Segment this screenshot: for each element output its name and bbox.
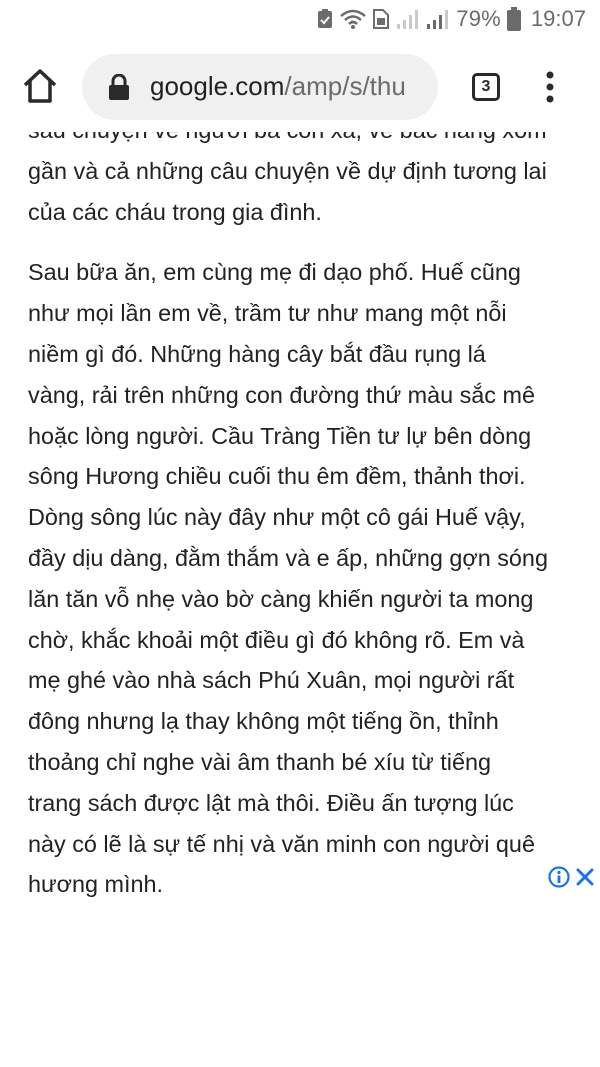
- notification-icon: [316, 8, 334, 30]
- ad-controls: [548, 866, 594, 893]
- text-line: chờ, khắc khoải một điều gì đó không rõ. Em và: [28, 626, 525, 653]
- tab-switcher-button[interactable]: [472, 73, 500, 101]
- battery-icon: [507, 7, 521, 31]
- text-line: gần và cả những câu chuyện về dự định tương lai: [28, 157, 547, 184]
- tab-count: 3: [481, 78, 491, 95]
- sim-icon: [372, 8, 390, 30]
- text-line: niềm gì đó. Những hàng cây bắt đầu rụng lá: [28, 340, 486, 367]
- signal-icon: [396, 8, 420, 30]
- text-line: này có lẽ là sự tế nhị và văn minh con người quê: [28, 830, 535, 857]
- text-line: Dòng sông lúc này đây như một cô gái Huế vậy,: [28, 504, 526, 531]
- text-line: vàng, rải trên những con đường thứ màu sắc mê: [28, 381, 535, 408]
- wifi-icon: [340, 8, 366, 30]
- more-vert-icon: [540, 93, 560, 110]
- info-icon[interactable]: [548, 866, 570, 893]
- url-path: /amp/s/thu: [284, 71, 406, 101]
- text-line: của các cháu trong gia đình.: [28, 198, 322, 225]
- text-line: trang sách được lật mà thôi. Điều ấn tượng lúc: [28, 789, 514, 816]
- text-line: hoặc lòng người. Cầu Tràng Tiền tư lự bên dòng: [28, 422, 532, 449]
- text-line: như mọi lần em về, trầm tư như mang một nỗi: [28, 300, 507, 327]
- battery-percentage: 79%: [456, 6, 501, 31]
- home-button[interactable]: [20, 66, 60, 106]
- text-line: đầy dịu dàng, đằm thắm và e ấp, những gợn sóng: [28, 544, 548, 571]
- browser-toolbar: [0, 44, 600, 132]
- text-line: sông Hương chiều cuối thu êm đềm, thảnh thơi.: [28, 463, 526, 490]
- url-text[interactable]: [150, 71, 406, 102]
- text-line: đông nhưng lạ thay không một tiếng ồn, thỉnh: [28, 708, 499, 735]
- status-bar: [0, 0, 600, 44]
- paragraph-1: [28, 151, 574, 233]
- text-line: Sau bữa ăn, em cùng mẹ đi dạo phố. Huế cũng: [28, 259, 521, 286]
- text-line: mẹ ghé vào nhà sách Phú Xuân, mọi người rất: [28, 667, 515, 694]
- clock: 19:07: [530, 6, 586, 31]
- url-bar[interactable]: [82, 54, 438, 120]
- text-line: thoảng chỉ nghe vài âm thanh bé xíu từ tiếng: [28, 748, 491, 775]
- menu-button[interactable]: [540, 70, 560, 106]
- text-line: hương mình.: [28, 871, 164, 898]
- home-icon: [20, 93, 60, 110]
- signal-icon: [426, 8, 450, 30]
- text-line: lăn tăn vỗ nhẹ vào bờ càng khiến người ta mong: [28, 585, 534, 612]
- article-body: [28, 110, 574, 905]
- lock-icon[interactable]: [108, 74, 130, 100]
- url-host: google.com: [150, 71, 285, 101]
- close-icon[interactable]: [576, 868, 594, 891]
- paragraph-2: [28, 252, 574, 905]
